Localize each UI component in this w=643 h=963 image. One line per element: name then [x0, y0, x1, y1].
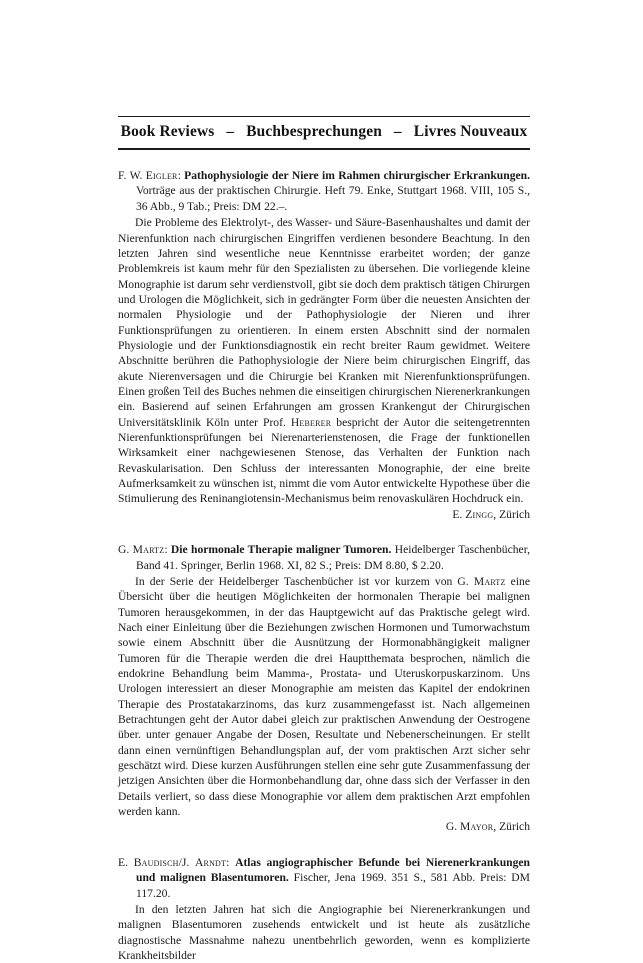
- review-colon: :: [226, 855, 236, 869]
- review-imprint: Heidelberger Taschenbücher, Band 41. Springer, Berlin 1968. XI, 82 S.; Preis: DM 8.80, $ 2.20.: [136, 543, 530, 572]
- review-reference: [118, 855, 530, 901]
- review-reference: [118, 168, 530, 214]
- reviewer-city: , Zürich: [493, 507, 530, 521]
- review-colon: :: [177, 169, 185, 182]
- masthead: [118, 116, 530, 150]
- review-entry: [118, 168, 530, 522]
- review-imprint: Fischer, Jena 1969. 351 S., 581 Abb. Preis: DM 117.20.: [136, 871, 530, 900]
- review-body: [118, 574, 530, 820]
- review-author-surname: Eigler: [145, 169, 178, 182]
- reviewer-initial: E.: [452, 507, 466, 521]
- reviewer-surname: Zingg: [465, 507, 494, 521]
- review-author-surname: Martz: [132, 543, 165, 557]
- review-author-initials: E.: [118, 855, 134, 869]
- reviewer-signature: [118, 507, 530, 522]
- review-author-surname-2: Arndt: [194, 855, 227, 869]
- review-entry: [118, 542, 530, 835]
- review-list: [118, 168, 530, 963]
- review-body-part-1: In den letzten Jahren hat sich die Angiographie bei Nierenerkrankungen und malignen Blasentumoren zusehends entwickelt und ist heute als zusätzliche diagnostische Massnahme nahezu unentbehrlich geworden, wenn es komplizierte Krankheitsbilder: [118, 902, 530, 962]
- review-body-part-2: bespricht der Autor die seitengetrennten Nierenfunktionsprüfungen bei Nierenarterienstenosen, die Frage der funktionellen Wirksamkeit einer nachgewiesenen Stenose, das Verhalten der Funktion nach Revaskularisation. Den Schluss der interessanten Monographie, der eine breite Aufmerksamkeit zu wünschen ist, nimmt die vom Autor entwickelte Hypothese über die Stimulierung des Reninangiotensin-Mechanismus beim renovaskulären Hochdruck ein.: [118, 415, 530, 506]
- review-body-part-2: eine Übersicht über die heutigen Möglichkeiten der hormonalen Therapie bei malignen Tumoren herausgekommen, in der das Hauptgewicht auf das Praktische gelegt wird. Nach einer Einleitung über die Beziehungen zwischen Hormonen und Tumorwachstum sowie einem Abschnitt über die Ausnützung der Hormonabhängigkeit maligner Tumoren für die Therapie werden die drei Hauptthemata besprochen, nämlich die endokrine Behandlung beim Mamma-, Prostata- und Uteruskorpuskarzinom. Uns Urologen interessiert an dieser Monographie am meisten das Kapitel der endokrinen Therapie des Prostatakarzinoms, das kurz zusammengefasst ist. Nach allgemeinen Betrachtungen geht der Autor dabei gleich zur praktischen Anwendung der Oestrogene über. unter genauer Angabe der Dosen, Resultate und Nebenerscheinungen. Er stellt dann einen vernünftigen Behandlungsplan auf, der vom praktischen Arzt sicher sehr geschätzt wird. Diese kurzen Ausführungen stellen eine sehr gute Zusammenfassung der jetzigen Ansichten über die Hormonbehandlung dar, ohne dass sich der Verfasser in den Details verliert, so dass diese Monographie vor allem dem praktischen Arzt empfohlen werden kann.: [118, 574, 530, 819]
- journal-page: [118, 0, 531, 962]
- review-reference: [118, 542, 530, 573]
- review-entry: [118, 855, 530, 963]
- reviewer-initial: G.: [445, 820, 461, 834]
- masthead-segment-german: Buchbesprechungen: [246, 123, 382, 141]
- review-body: [118, 902, 530, 963]
- reviewer-surname: Mayor: [460, 820, 494, 834]
- masthead-separator-2: –: [393, 123, 402, 141]
- masthead-segment-french: Livres Nouveaux: [413, 123, 528, 141]
- review-colon: :: [164, 543, 171, 557]
- review-body-smallcaps-name: Heberer: [290, 415, 332, 429]
- reviewer-signature: [118, 819, 530, 834]
- reviewer-city: , Zürich: [493, 820, 530, 834]
- review-body-part-1: In der Serie der Heidelberger Taschenbücher ist vor kurzem von G.: [135, 574, 474, 588]
- review-author-initials: F. W.: [118, 169, 146, 182]
- review-body-part-1: Die Probleme des Elektrolyt-, des Wasser- und Säure-Basenhaushaltes und damit der Nierenfunktion nach chirurgischen Eingriffen verdienen besondere Beachtung. In den letzten Jahren sind wesentliche neue Kenntnisse erarbeitet worden; der ganze Problemkreis ist kaum mehr für den Spezialisten zu übersehen. Die vorliegende kleine Monographie ist darum sehr verdienstvoll, gibt sie doch dem praktisch tätigen Chirurgen und Urologen die Möglichkeit, sich in gedrängter Form über die neuesten Ansichten der normalen Physiologie und der Pathophysiologie der Nieren und ihrer Funktionsprüfungen zu orientieren. In einem ersten Abschnitt sind der normalen Physiologie und der Funktionsdiagnostik ein recht breiter Raum gewidmet. Weitere Abschnitte berühren die Pathophysiologie der Niere beim chirurgischen Eingriff, das akute Nierenversagen und die Chirurgie bei Kranken mit Nierenfunktionsprüfungen. Einen großen Teil des Buches nehmen die einseitigen chirurgischen Nierenerkrankungen ein. Basierend auf seinen Erfahrungen am grossen Krankengut der Chirurgischen Universitätsklinik Köln unter Prof.: [118, 216, 530, 429]
- masthead-rule-bottom: [118, 148, 530, 149]
- review-author-initials-2: /J.: [178, 855, 195, 869]
- review-author-surname: Baudisch: [133, 855, 179, 869]
- page-title: [118, 117, 530, 148]
- masthead-segment-english: Book Reviews: [120, 123, 215, 141]
- review-title: Pathophysiologie der Niere im Rahmen chirurgischer Erkrankungen.: [184, 169, 530, 182]
- review-body: [118, 215, 530, 507]
- review-body-smallcaps-name: Martz: [473, 574, 506, 588]
- masthead-separator-1: –: [226, 123, 235, 141]
- review-title: Die hormonale Therapie maligner Tumoren.: [170, 543, 392, 557]
- review-imprint: Vorträge aus der praktischen Chirurgie. Heft 79. Enke, Stuttgart 1968. VIII, 105 S., 36 Abb., 9 Tab.; Preis: DM 22.–.: [136, 184, 530, 213]
- review-title: Atlas angiographischer Befunde bei Nierenerkrankungen und malignen Blasentumoren.: [136, 855, 531, 885]
- review-author-initials: G.: [118, 543, 133, 557]
